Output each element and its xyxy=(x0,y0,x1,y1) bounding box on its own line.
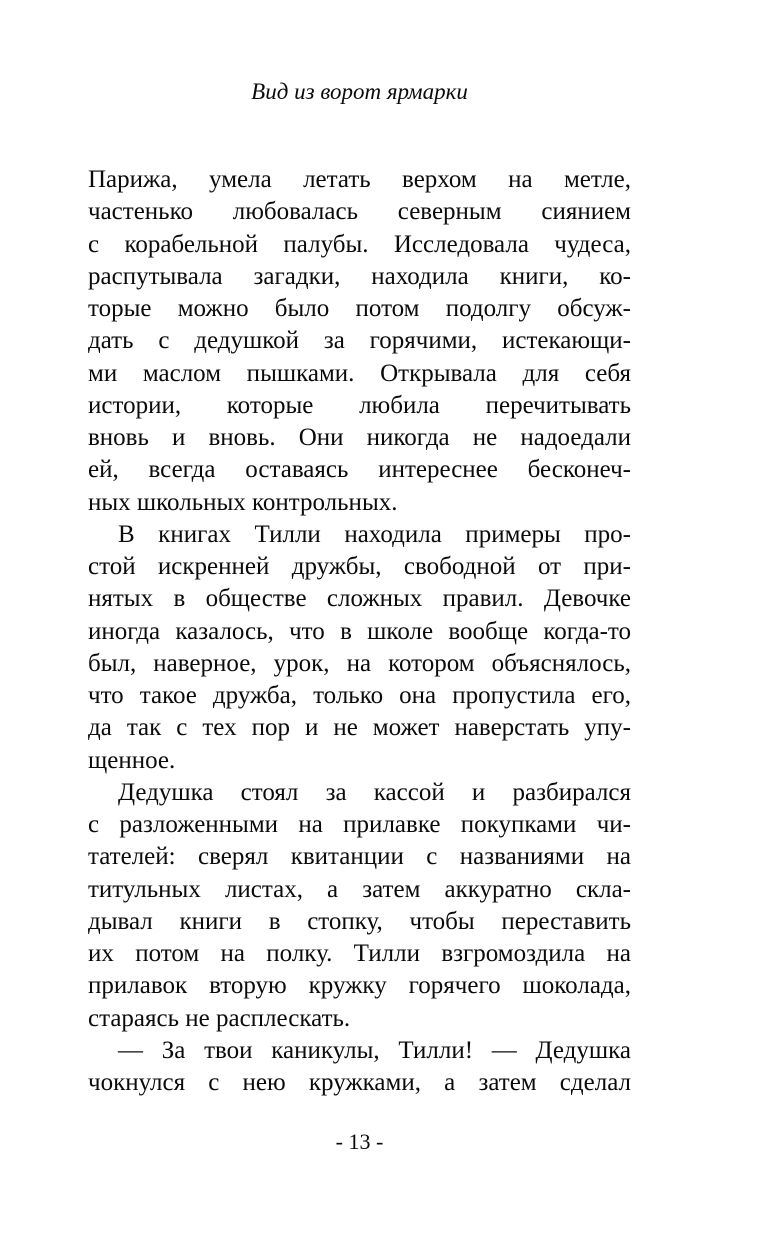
text-line: истории, которые любила перечитывать xyxy=(88,391,631,419)
text-line: с разложенными на прилавке покупками чи- xyxy=(88,811,631,838)
text-line: ей, всегда оставаясь интереснее бесконеч- xyxy=(88,456,631,484)
text-line: их потом на полку. Тилли взгромоздила на xyxy=(88,940,631,967)
text-line: — За твои каникулы, Тилли! — Дедушка xyxy=(118,1036,631,1064)
text-line: Парижа, умела летать верхом на метле, xyxy=(88,166,631,193)
text-line: ных школьных контрольных. xyxy=(88,488,398,516)
text-line: стой искренней дружбы, свободной от при- xyxy=(88,553,631,580)
text-line: что такое дружба, только она пропустила его, xyxy=(88,682,631,709)
text-line: Дедушка стоял за кассой и разбирался xyxy=(118,778,631,806)
text-line: щенное. xyxy=(88,746,176,774)
running-head: Вид из ворот ярмарки xyxy=(251,79,468,104)
text-line: распутывала загадки, находила книги, ко- xyxy=(88,262,631,290)
body-text-block xyxy=(88,164,631,1099)
text-line: иногда казалось, что в школе вообще когда-то xyxy=(88,617,631,645)
text-line: стараясь не расплескать. xyxy=(88,1004,351,1032)
text-line: дать с дедушкой за горячими, истекающи- xyxy=(88,327,631,355)
text-line: торые можно было потом подолгу обсуж- xyxy=(88,295,631,322)
text-line: В книгах Тилли находила примеры про- xyxy=(118,520,631,548)
text-line: тателей: сверял квитанции с названиями на xyxy=(88,843,631,871)
text-line: чокнулся с нею кружками, а затем сделал xyxy=(88,1069,631,1096)
text-line: был, наверное, урок, на котором объяснялось, xyxy=(88,649,631,677)
text-line: вновь и вновь. Они никогда не надоедали xyxy=(88,424,631,451)
text-line: да так с тех пор и не может наверстать упу- xyxy=(88,714,631,742)
text-line: дывал книги в стопку, чтобы переставить xyxy=(88,907,631,935)
text-line: частенько любовалась северным сиянием xyxy=(88,198,631,226)
text-line: титульных листах, а затем аккуратно скла- xyxy=(88,875,631,903)
text-line: с корабельной палубы. Исследовала чудеса, xyxy=(88,230,631,258)
text-line: ми маслом пышками. Открывала для себя xyxy=(88,359,631,387)
page-number: - 13 - xyxy=(335,1129,384,1154)
text-line: нятых в обществе сложных правил. Девочке xyxy=(88,585,631,613)
text-line: прилавок вторую кружку горячего шоколада, xyxy=(88,972,631,1000)
